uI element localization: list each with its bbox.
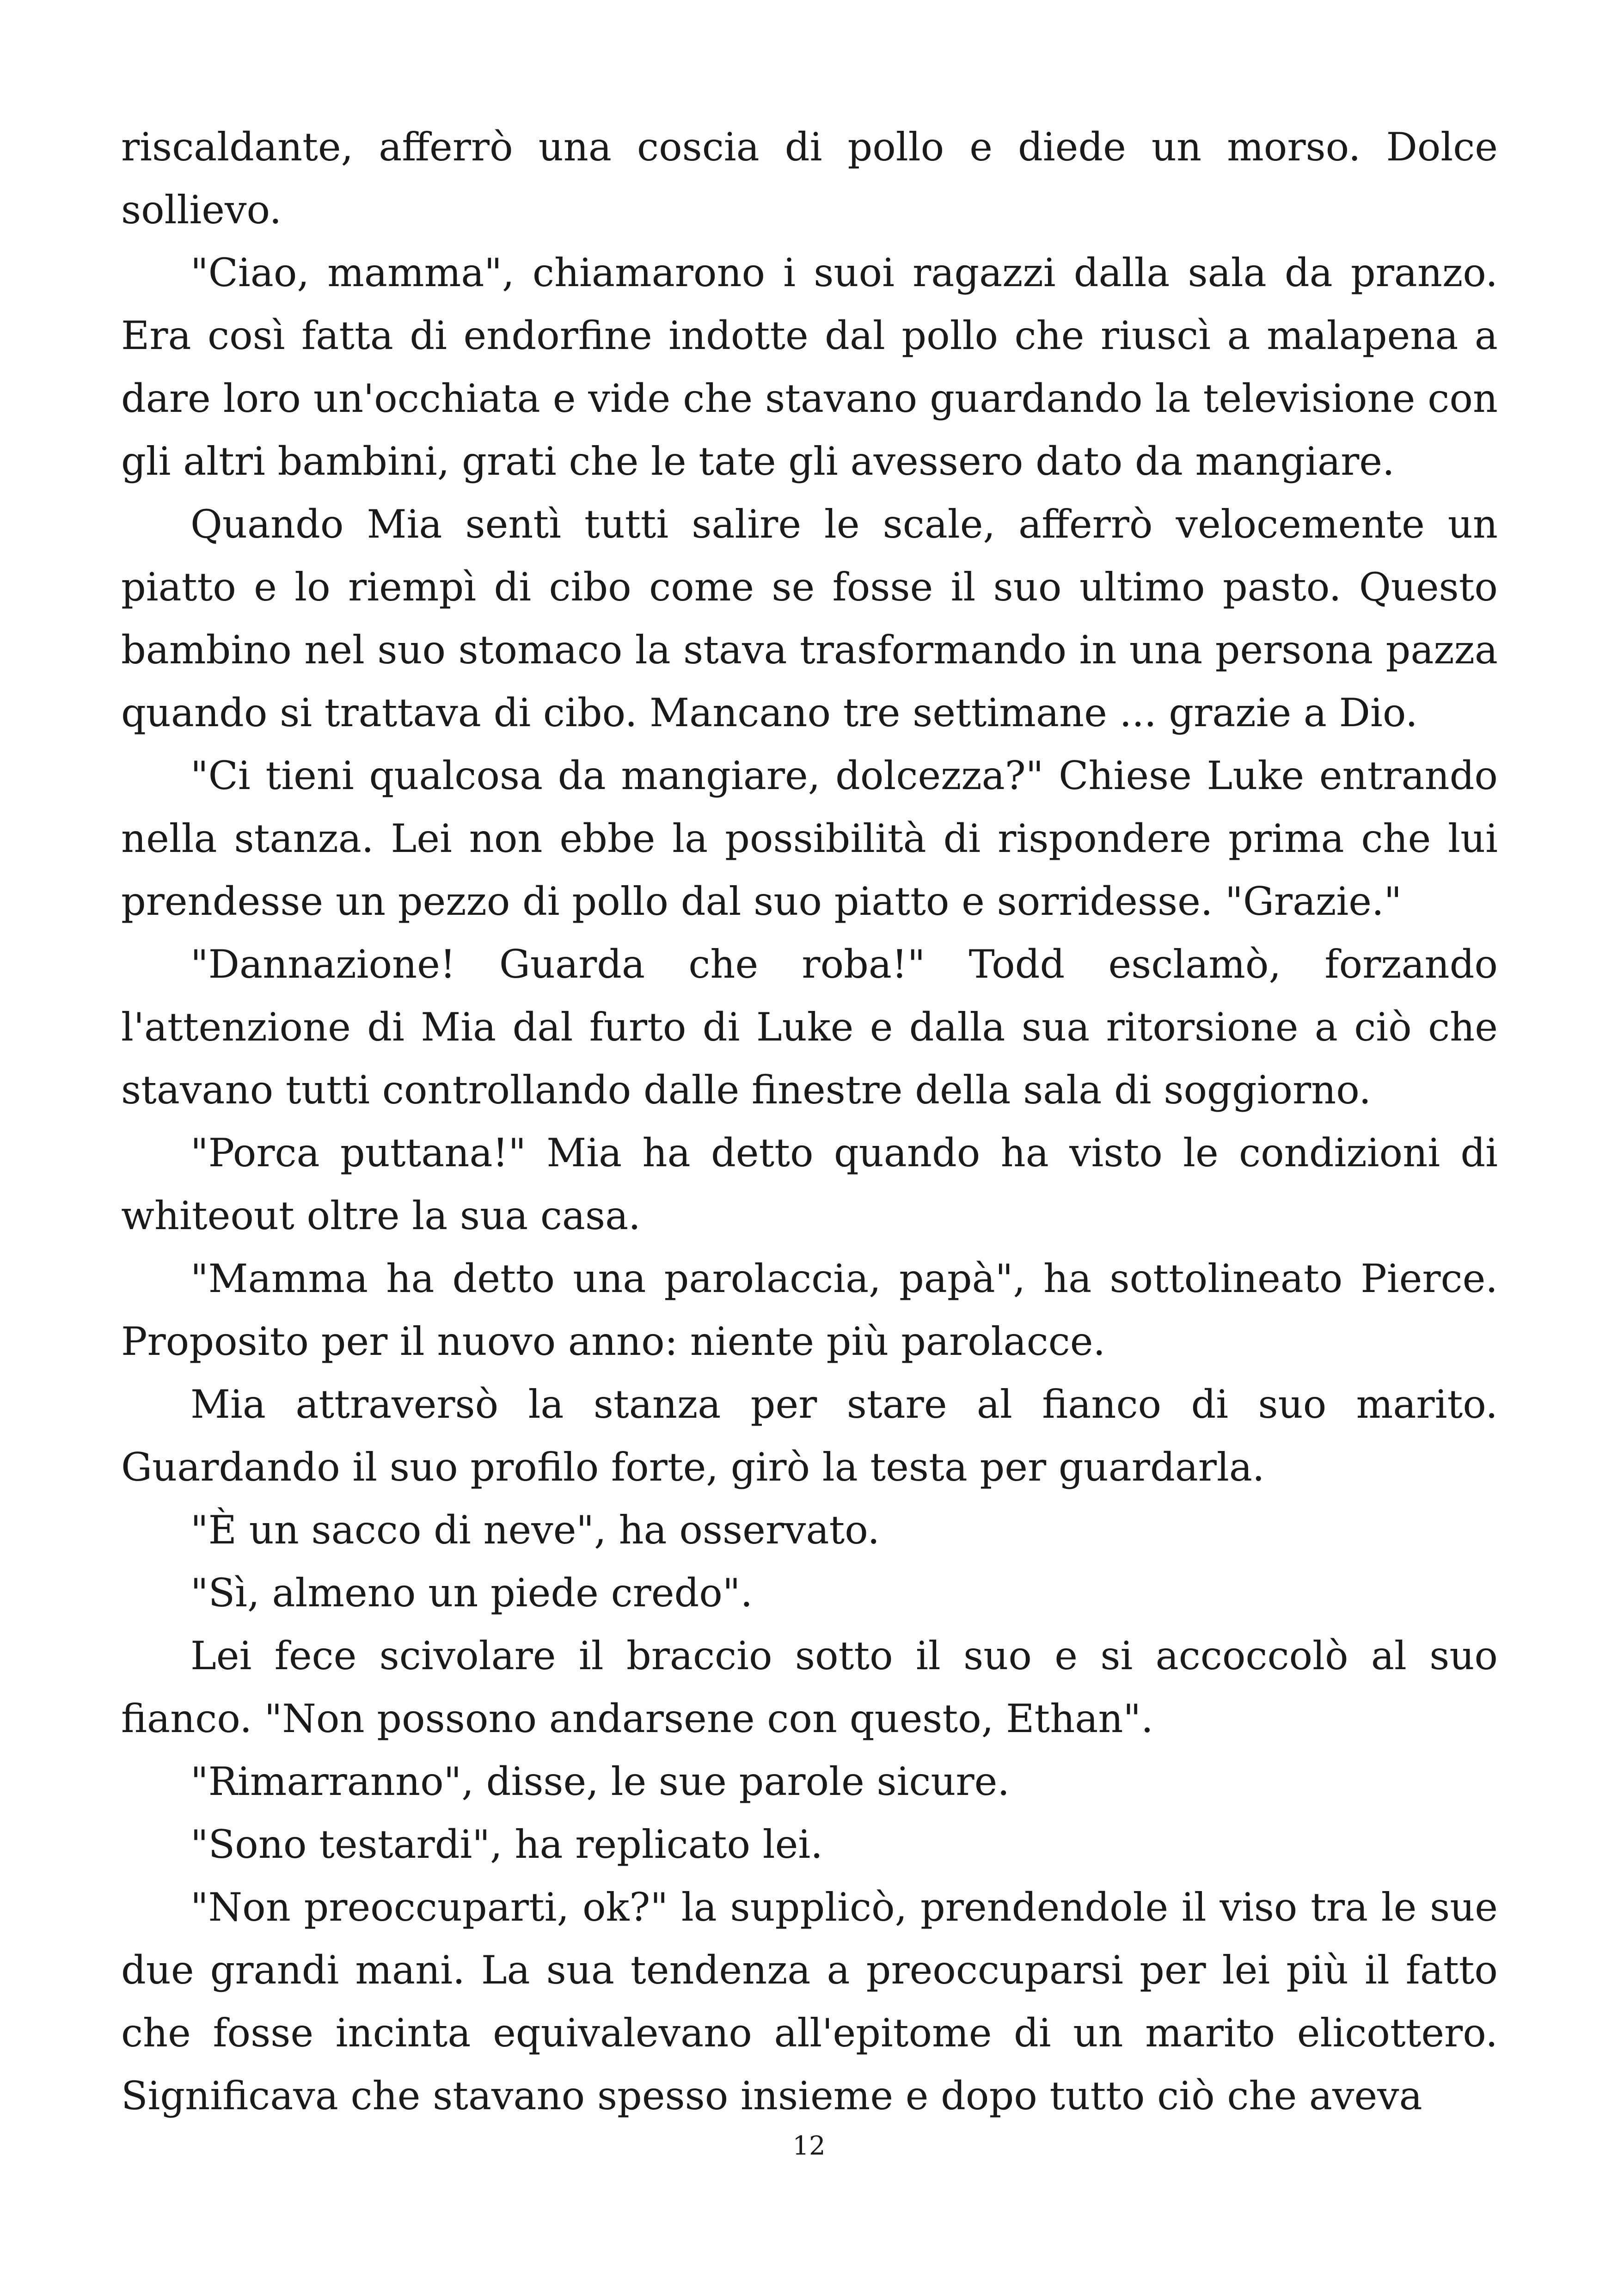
paragraph-5: "Dannazione! Guarda che roba!" Todd esclamò, forzando l'attenzione di Mia dal furto di Luke e dalla sua ritorsione a ciò che stavano tutti controllando dalle finestre della sala di soggiorno. <box>121 942 1498 1113</box>
page-body <box>121 116 1498 2127</box>
paragraph-4: "Ci tieni qualcosa da mangiare, dolcezza?" Chiese Luke entrando nella stanza. Lei non ebbe la possibilità di rispondere prima che lui prendesse un pezzo di pollo dal suo piatto e sorridesse. "Grazie." <box>121 753 1498 924</box>
paragraph-11: Lei fece scivolare il braccio sotto il suo e si accoccolò al suo fianco. "Non possono andarsene con questo, Ethan". <box>121 1633 1498 1741</box>
paragraph-6: "Porca puttana!" Mia ha detto quando ha visto le condizioni di whiteout oltre la sua casa. <box>121 1130 1498 1238</box>
paragraph-14: "Non preoccuparti, ok?" la supplicò, prendendole il viso tra le sue due grandi mani. La sua tendenza a preoccuparsi per lei più il fatto che fosse incinta equivalevano all'epitome di un marito elicottero. Significava che stavano spesso insieme e dopo tutto ciò che aveva <box>121 1885 1498 2118</box>
paragraph-13: "Sono testardi", ha replicato lei. <box>190 1822 823 1867</box>
paragraph-3: Quando Mia sentì tutti salire le scale, afferrò velocemente un piatto e lo riempì di cibo come se fosse il suo ultimo pasto. Questo bambino nel suo stomaco la stava trasformando in una persona pazza quando si trattava di cibo. Mancano tre settimane ... grazie a Dio. <box>121 502 1498 735</box>
paragraph-2: "Ciao, mamma", chiamarono i suoi ragazzi dalla sala da pranzo. Era così fatta di endorfine indotte dal pollo che riuscì a malapena a dare loro un'occhiata e vide che stavano guardando la televisione con gli altri bambini, grati che le tate gli avessero dato da mangiare. <box>121 250 1498 484</box>
page-number: 12 <box>792 2131 826 2161</box>
paragraph-9: "È un sacco di neve", ha osservato. <box>190 1507 880 1553</box>
paragraph-8: Mia attraversò la stanza per stare al fianco di suo marito. Guardando il suo profilo forte, girò la testa per guardarla. <box>121 1382 1498 1490</box>
paragraph-7: "Mamma ha detto una parolaccia, papà", ha sottolineato Pierce. Proposito per il nuovo anno: niente più parolacce. <box>121 1256 1498 1364</box>
paragraph-1: riscaldante, afferrò una coscia di pollo e diede un morso. Dolce sollievo. <box>121 124 1498 233</box>
paragraph-10: "Sì, almeno un piede credo". <box>190 1570 753 1616</box>
paragraph-12: "Rimarranno", disse, le sue parole sicure. <box>190 1759 1010 1804</box>
